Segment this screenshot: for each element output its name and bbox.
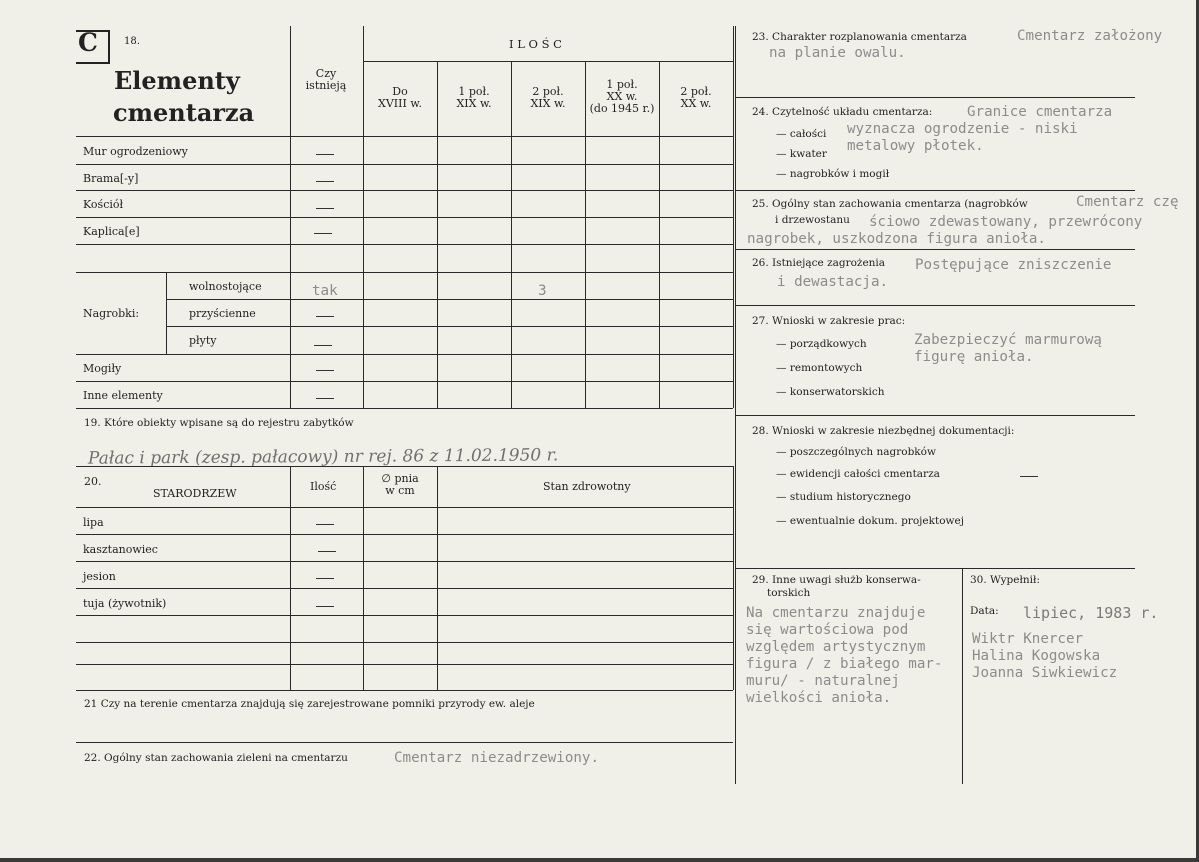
s29-line-4: figura / z białego mar- — [746, 656, 943, 672]
mur-exists-dash — [316, 154, 334, 155]
s20-number: 20. — [84, 475, 102, 488]
kasztanowiec-count-dash — [318, 551, 336, 552]
ilosc-header: I L O Ś C — [509, 37, 562, 51]
s20-title: STARODRZEW — [153, 487, 237, 500]
s25-value-l1: Cmentarz czę — [1076, 194, 1179, 210]
wolnostojace-exists: tak — [312, 283, 338, 299]
row-plyty: płyty — [189, 334, 217, 347]
s23-value-l2: na planie owalu. — [769, 45, 906, 61]
s29-line-5: muru/ - naturalnej — [746, 673, 900, 689]
s22-label: 22. Ogólny stan zachowania zieleni na cmentarzu — [84, 752, 348, 764]
s24-value-l1: Granice cmentarza — [967, 104, 1113, 120]
s28-label: 28. Wnioski w zakresie niezbędnej dokumentacji: — [752, 425, 1015, 437]
s20-col-stan: Stan zdrowotny — [543, 480, 631, 493]
s29-line-6: wielkości anioła. — [746, 690, 892, 706]
wolnostojace-count: 3 — [538, 283, 547, 299]
s28-item-2: — ewidencji całości cmentarza — [776, 468, 940, 480]
jesion-count-dash — [316, 578, 334, 579]
s24-value-l2: wyznacza ogrodzenie - niski — [847, 121, 1078, 137]
inne-exists-dash — [316, 398, 334, 399]
s23-value-l1: Cmentarz założony — [1017, 28, 1163, 44]
s26-value-l2: i dewastacja. — [777, 274, 889, 290]
mogily-exists-dash — [316, 370, 334, 371]
s30-name-3: Joanna Siwkiewicz — [972, 665, 1118, 681]
kosciol-exists-dash — [316, 208, 334, 209]
brama-exists-dash — [316, 181, 334, 182]
row-nagrobki: Nagrobki: — [83, 307, 140, 320]
tuja-count-dash — [316, 606, 334, 607]
period-col-5: 2 poł. XX w. — [680, 85, 712, 110]
s30-date: lipiec, 1983 r. — [1023, 604, 1159, 622]
section-title-line1: Elementy — [114, 66, 240, 95]
s19-handwritten: Pałac i park (zesp. pałacowy) nr rej. 86 z 11.02.1950 r. — [87, 445, 559, 469]
s25-label-l1: 25. Ogólny stan zachowania cmentarza (nagrobków — [752, 198, 1028, 210]
period-col-2: 1 poł. XIX w. — [456, 85, 492, 110]
s30-name-2: Halina Kogowska — [972, 648, 1101, 664]
s29-line-3: względem artystycznym — [746, 639, 926, 655]
s26-value-l1: Postępujące zniszczenie — [915, 257, 1112, 273]
s23-label: 23. Charakter rozplanowania cmentarza — [752, 31, 967, 43]
s27-label: 27. Wnioski w zakresie prac: — [752, 315, 906, 327]
period-col-1: Do XVIII w. — [378, 85, 422, 110]
s27-item-2: — remontowych — [776, 362, 863, 374]
row-wolnostojace: wolnostojące — [189, 280, 262, 293]
s27-value-l2: figurę anioła. — [914, 349, 1034, 365]
section-title-line2: cmentarza — [113, 98, 255, 127]
s29-line-2: się wartościowa pod — [746, 622, 909, 638]
s20-col-ilosc: Ilość — [310, 480, 337, 493]
s24-item-1: — całości — [776, 128, 827, 140]
s22-value: Cmentarz niezadrzewiony. — [394, 750, 599, 766]
section-number: 18. — [124, 36, 140, 47]
tree-kasztanowiec: kasztanowiec — [83, 543, 158, 556]
row-kaplica: Kaplica[e] — [83, 225, 140, 238]
s25-label-l2: i drzewostanu — [775, 214, 850, 226]
s19-label: 19. Które obiekty wpisane są do rejestru zabytków — [84, 417, 354, 429]
row-brama: Brama[-y] — [83, 172, 139, 185]
s28-item-4: — ewentualnie dokum. projektowej — [776, 515, 964, 527]
s24-label: 24. Czytelność układu cmentarza: — [752, 106, 933, 118]
section-letter: C — [78, 28, 98, 57]
s29-label-l1: 29. Inne uwagi służb konserwa- — [752, 574, 921, 586]
s26-label: 26. Istniejące zagrożenia — [752, 257, 886, 269]
s28-item-1: — poszczególnych nagrobków — [776, 446, 936, 458]
s24-item-2: — kwater — [776, 148, 827, 160]
plyty-exists-dash — [314, 345, 332, 346]
period-col-3: 2 poł. XIX w. — [530, 85, 566, 110]
s27-value-l1: Zabezpieczyć marmurową — [914, 332, 1102, 348]
s27-item-1: — porządkowych — [776, 338, 867, 350]
s25-value-l2: ściowo zdewastowany, przewrócony — [869, 214, 1143, 230]
s20-col-pnia: ∅ pnia w cm — [381, 472, 419, 497]
s27-item-3: — konserwatorskich — [776, 386, 885, 398]
s24-item-3: — nagrobków i mogił — [776, 168, 890, 180]
row-kosciol: Kościół — [83, 198, 124, 211]
s25-value-l3: nagrobek, uszkodzona figura anioła. — [747, 231, 1046, 247]
s29-line-1: Na cmentarzu znajduje — [746, 605, 926, 621]
s30-name-1: Wiktr Knercer — [972, 631, 1084, 647]
s29-label-l2: torskich — [767, 587, 811, 599]
s28-item-3: — studium historycznego — [776, 491, 911, 503]
row-inne: Inne elementy — [83, 389, 163, 402]
tree-tuja: tuja (żywotnik) — [83, 597, 167, 610]
przyscienne-exists-dash — [316, 316, 334, 317]
period-col-4: 1 poł. XX w. (do 1945 r.) — [589, 78, 655, 115]
row-przyscienne: przyścienne — [189, 307, 256, 320]
s30-label: 30. Wypełnił: — [970, 574, 1040, 586]
tree-lipa: lipa — [83, 516, 104, 529]
s24-value-l3: metalowy płotek. — [847, 138, 984, 154]
s21-label: 21 Czy na terenie cmentarza znajdują się zarejestrowane pomniki przyrody ew. aleje — [84, 698, 535, 710]
col-exists-header: Czy istnieją — [305, 67, 347, 92]
row-mogily: Mogiły — [83, 362, 122, 375]
s28-ewidencja-dash — [1020, 476, 1038, 477]
lipa-count-dash — [316, 524, 334, 525]
s30-data-label: Data: — [970, 605, 999, 617]
row-mur: Mur ogrodzeniowy — [83, 145, 188, 158]
kaplica-exists-dash — [314, 233, 332, 234]
tree-jesion: jesion — [83, 570, 116, 583]
